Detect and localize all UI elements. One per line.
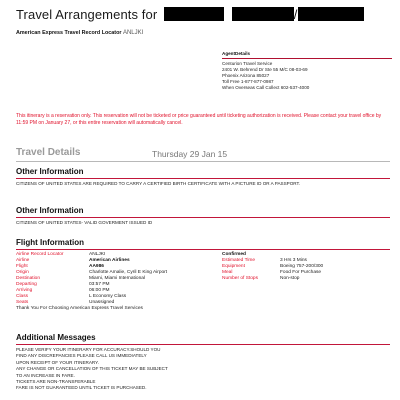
flight-label: Estimated Time — [222, 258, 256, 263]
record-locator-value: ANLJKI — [122, 30, 144, 36]
other-info-heading-1: Other Information — [16, 167, 84, 176]
additional-message-line: FARE IS NOT GUARANTEED UNTIL TICKET IS PURCHASED. — [16, 385, 147, 391]
flight-label: Number of Stops — [222, 276, 258, 281]
flight-label: Departing — [16, 282, 37, 287]
additional-messages-divider — [16, 344, 390, 345]
page-title — [16, 7, 364, 22]
additional-message-line: ANY CHANGE OR CANCELLATION OF THIS TICKET MAY BE SUBJECT — [16, 366, 168, 372]
flight-label: Destination — [16, 276, 40, 281]
flight-value: AA986 — [89, 264, 104, 269]
agent-line: When Overseas Call Collect 602-537-4000 — [222, 85, 310, 91]
flight-label: Class — [16, 294, 28, 299]
additional-message-line: FIND ANY DISCREPANCIES PLEASE CALL US IMMEDIATELY — [16, 353, 147, 359]
flight-label: Flight — [16, 264, 28, 269]
flight-value: Food For Purchase — [280, 270, 322, 275]
other-info-text-2: CITIZENS OF UNITED STATES- VALID GOVERMENT ISSUED ID — [16, 220, 153, 225]
flight-value: L Economy Class — [89, 294, 127, 299]
additional-message-line: TICKETS ARE NON-TRANSFERABLE — [16, 379, 96, 385]
additional-message-line: TO AN INCREASE IN FARE. — [16, 372, 75, 378]
redacted-name-1 — [164, 7, 224, 21]
travel-details-heading: Travel Details — [16, 147, 81, 158]
redacted-name-3 — [298, 7, 364, 21]
other-info-divider-2 — [16, 217, 390, 218]
flight-label: Meal — [222, 270, 233, 275]
travel-details-divider — [16, 161, 390, 162]
flight-value: Miami, Miami International — [89, 276, 145, 281]
flight-label: Seats — [16, 300, 29, 305]
flight-value: Unassigned — [89, 300, 115, 305]
flight-label: Equipment — [222, 264, 245, 269]
agent-line: Phoenix Arizona 85027 — [222, 73, 270, 79]
flight-value: Charlotte Amalie, Cyril E King Airport — [89, 270, 168, 275]
flight-value: Boeing 757-200/300 — [280, 264, 324, 269]
other-info-text-1: CITIZENS OF UNITED STATES ARE REQUIRED TO CARRY A CERTIFIED BIRTH CERTIFICATE WITH A PICTURE ID OR A PASSPORT. — [16, 181, 301, 186]
agent-line: Toll Free 1-877-877-0987 — [222, 79, 274, 85]
thank-you-message: Thank You For Choosing American Express Travel Services — [16, 306, 143, 311]
flight-label: Origin — [16, 270, 29, 275]
additional-message-line: UPON RECEIPT OF YOUR ITINERARY. — [16, 359, 99, 365]
travel-date: Thursday 29 Jan 15 — [152, 149, 228, 159]
flight-info-heading: Flight Information — [16, 238, 84, 247]
agent-line: 2401 W. Behrend Dr Ste 55 M/C 08-03-69 — [222, 67, 308, 73]
agent-line: Centurion Travel Service — [222, 61, 273, 67]
record-locator-label: American Express Travel Record Locator — [16, 30, 122, 36]
flight-value: 06:00 PM — [89, 288, 110, 293]
other-info-heading-2: Other Information — [16, 206, 84, 215]
additional-messages-heading: Additional Messages — [16, 333, 96, 342]
flight-value: Non-stop — [280, 276, 300, 281]
flight-label: Airline — [16, 258, 30, 263]
reservation-notice: This itinerary is a reservation only. This reservation will not be ticketed or price guaranteed until ticketing authorization is received. Please contact your travel office by 11:59 PM on January 27, or this entire reservation will automatically cancel. — [16, 113, 382, 126]
name-separator: / — [293, 7, 298, 22]
agent-details-heading: AgentDetails — [222, 51, 392, 59]
flight-label: Airline Record Locator — [16, 252, 64, 257]
booking-status: Confirmed — [222, 252, 246, 257]
flight-info-divider — [16, 249, 390, 250]
additional-messages — [16, 347, 390, 392]
flight-value: 3 Hrs 3 Mins — [280, 258, 307, 263]
other-info-divider-1 — [16, 178, 390, 179]
page-title-text: Travel Arrangements for — [16, 7, 158, 22]
flight-value: American Airlines — [89, 258, 130, 263]
flight-value: ANLJKI — [89, 252, 106, 257]
agent-details — [222, 51, 392, 92]
additional-message-line: PLEASE VERIFY YOUR ITINERARY FOR ACCURACY.SHOULD YOU — [16, 347, 161, 352]
flight-label: Arriving — [16, 288, 33, 293]
redacted-name-2 — [232, 7, 294, 21]
record-locator — [16, 30, 143, 36]
flight-value: 03:57 PM — [89, 282, 110, 287]
